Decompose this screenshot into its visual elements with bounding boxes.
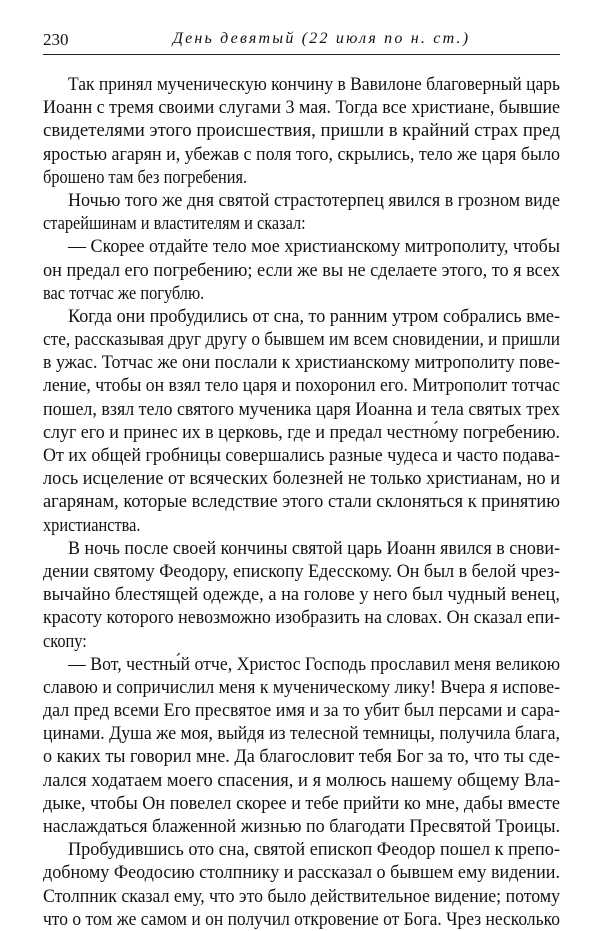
text-line-content: лось исцеление от всяческих болезней не только христианам, но и <box>43 468 560 490</box>
text-line-content: Так принял мученическую кончину в Вавилоне благоверный царь <box>68 74 560 95</box>
text-line-content: вас тотчас же погублю. <box>43 282 205 304</box>
text-line <box>43 838 560 861</box>
text-line-content: В ночь после своей кончины святой царь Иоанн явился в снови- <box>68 537 560 559</box>
text-line <box>43 630 560 653</box>
text-line <box>43 676 560 699</box>
text-line-content: свидетелями этого происшествия, пришли в крайний страх пред <box>43 120 560 142</box>
text-line <box>43 282 560 305</box>
text-line <box>43 212 560 235</box>
text-line-content: вычайно блестящей одежде, а на голове у него был чудный венец, <box>43 584 560 606</box>
text-line <box>43 653 560 676</box>
text-line <box>43 96 560 119</box>
text-line <box>43 583 560 606</box>
text-line-content: красоту которого невозможно изобразить на словах. Он сказал епи- <box>43 607 560 629</box>
text-line-content: о каких ты говорил мне. Да благословит тебя Бог за то, что ты сде- <box>43 746 560 768</box>
text-line <box>43 490 560 513</box>
text-line <box>43 235 560 258</box>
running-header <box>43 28 560 55</box>
text-line-content: пошел, взял тело святого мученика царя Иоанна и тела святых трех <box>43 398 560 420</box>
text-line <box>43 537 560 560</box>
text-line-content: — Скорее отдайте тело мое христианскому митрополиту, чтобы <box>68 236 560 258</box>
text-line <box>43 908 560 931</box>
text-line-content: славою и сопричислил меня к мученическому лику! Вчера я испове- <box>43 676 560 698</box>
text-line <box>43 259 560 282</box>
text-line-content: — Вот, честны́й отче, Христос Господь прославил меня великою <box>68 653 560 675</box>
text-line <box>43 560 560 583</box>
text-line-content: цинами. Душа же моя, выйдя из телесной темницы, получила блага, <box>43 723 560 745</box>
text-line-content: Иоанн с тремя своими слугами 3 мая. Тогда все христиане, бывшие <box>43 97 560 119</box>
text-line <box>43 606 560 629</box>
text-line <box>43 444 560 467</box>
text-line-content: скопу: <box>43 630 87 652</box>
text-line-content: дыке, чтобы Он повелел скорее и тебе прийти ко мне, дабы вместе <box>43 792 560 814</box>
text-line-content: в ужас. Тотчас же они послали к христианскому митрополиту пове- <box>43 352 560 374</box>
text-line-content: лался ходатаем моего спасения, и я молюсь нашему общему Вла- <box>43 769 560 791</box>
text-line <box>43 143 560 166</box>
text-line <box>43 861 560 884</box>
text-line <box>43 374 560 397</box>
text-line-content: Ночью того же дня святой страстотерпец явился в грозном виде <box>68 189 560 211</box>
text-line-content: что о том же самом и он получил откровение от Бога. Чрез несколько <box>43 908 560 930</box>
text-line <box>43 305 560 328</box>
text-line <box>43 351 560 374</box>
text-line <box>43 166 560 189</box>
text-line-content: ление, чтобы он взял тело царя и похоронил его. Митрополит тотчас <box>43 375 560 397</box>
text-line <box>43 328 560 351</box>
text-line-content: агарянам, которые вследствие этого стали склоняться к принятию <box>43 491 560 513</box>
running-title: День девятый (22 июля по н. ст.) <box>172 30 471 47</box>
text-line <box>43 119 560 142</box>
page-number: 230 <box>43 30 69 49</box>
text-line-content: добному Феодосию столпнику и рассказал о бывшем ему видении. <box>43 862 560 884</box>
text-line-content: слуг его и принес их в церковь, где и предал честно́му погребению. <box>43 421 560 443</box>
text-line-content: он предал его погребению; если же вы не сделаете этого, то я всех <box>43 259 560 281</box>
text-line-content: христианства. <box>43 514 141 536</box>
text-line <box>43 467 560 490</box>
text-line-content: дении святому Феодору, епископу Едесскому. Он был в белой чрез- <box>43 560 560 582</box>
text-line <box>43 722 560 745</box>
text-line-content: старейшинам и властителям и сказал: <box>43 213 306 235</box>
text-line <box>43 73 560 96</box>
text-line <box>43 769 560 792</box>
page-body-text <box>43 73 560 931</box>
text-line <box>43 514 560 537</box>
text-line-content: яростью агарян и, убежав с поля того, скрылись, тело же царя было <box>43 143 560 165</box>
text-line <box>43 189 560 212</box>
text-line <box>43 792 560 815</box>
text-line-content: От их общей гробницы совершались разные чудеса и часто подава- <box>43 445 560 466</box>
text-line-content: Пробудившись ото сна, святой епископ Феодор пошел к препо- <box>68 839 560 861</box>
text-line <box>43 699 560 722</box>
text-line-content: наслаждаться блаженной жизнью по благодати Пресвятой Троицы. <box>43 816 560 837</box>
text-line-content: Когда они пробудились от сна, то ранним утром собрались вме- <box>68 305 560 327</box>
text-line <box>43 745 560 768</box>
text-line <box>43 398 560 421</box>
text-line <box>43 885 560 908</box>
text-line-content: сте, рассказывая друг другу о бывшем им всем сновидении, и пришли <box>43 329 560 351</box>
text-line-content: дал пред всеми Его пресвятое имя и за то убит был персами и сара- <box>43 700 560 722</box>
text-line <box>43 815 560 838</box>
text-line <box>43 421 560 444</box>
text-line-content: брошено там без погребения. <box>43 166 248 188</box>
text-line-content: Столпник сказал ему, что это было действительное видение; потому <box>43 885 560 907</box>
